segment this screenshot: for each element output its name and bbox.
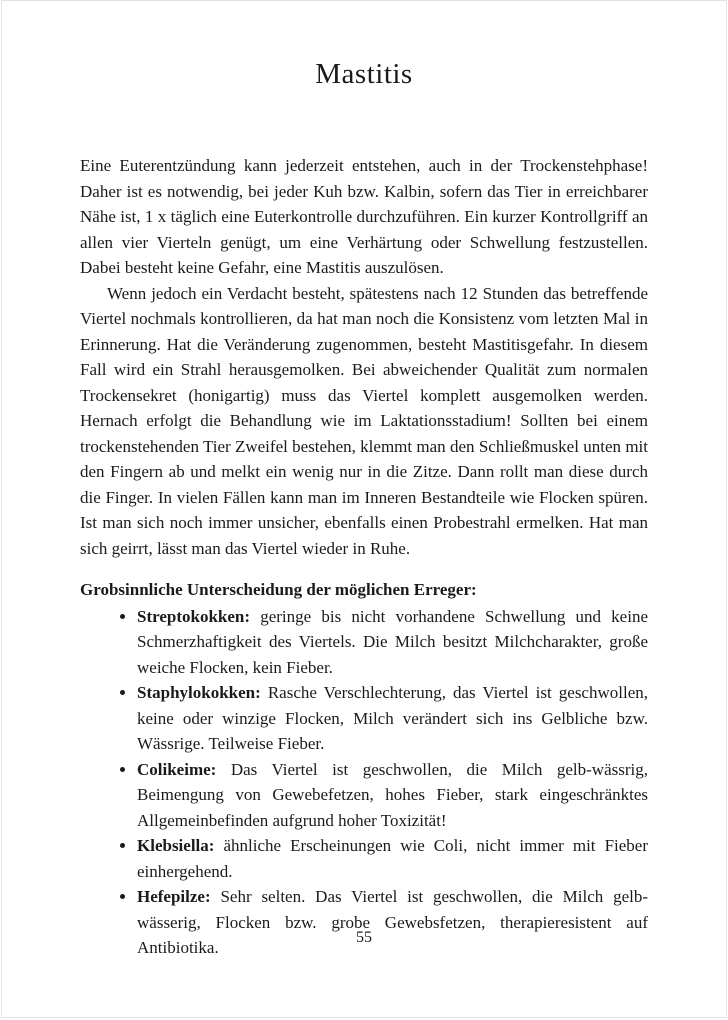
pathogen-list [80,604,648,961]
page-title: Mastitis [315,58,413,90]
page-number: 55 [356,929,372,946]
pathogen-term: Hefepilze: [137,887,211,906]
intro-paragraph: Eine Euterentzündung kann jederzeit entstehen, auch in der Trockenstehphase! Daher ist es notwendig, bei jeder Kuh bzw. Kalbin, sofern das Tier in erreichbarer Nähe ist, 1 x täglich eine Euterkontrolle durchzuführen. Ein kurzer Kontrollgriff an allen vier Vierteln genügt, um eine Verhärtung oder Schwellung festzustellen. Dabei besteht keine Gefahr, eine Mastitis auszulösen. [80,156,648,277]
book-page [1,0,727,1018]
list-item-colikeime [137,757,648,834]
pathogen-term: Staphylokokken: [137,683,261,702]
list-item-hefepilze [137,884,648,961]
list-item-staphylokokken [137,680,648,757]
pathogen-description: ähnliche Erscheinungen wie Coli, nicht immer mit Fieber einhergehend. [137,836,648,881]
pathogen-description: Sehr selten. Das Viertel ist geschwollen, die Milch gelb-wässerig, Flocken bzw. grobe Gewebsfetzen, therapieresistent auf Antibiotika. [137,887,648,957]
pathogen-description: Das Viertel ist geschwollen, die Milch gelb-wässrig, Beimengung von Gewebefetzen, hohes Fieber, stark eingeschränktes Allgemeinbefinden aufgrund hoher Toxizität! [137,759,648,830]
page-content [80,153,648,961]
pathogen-description: geringe bis nicht vorhandene Schwellung und keine Schmerzhaftigkeit des Viertels. Die Milch besitzt Milchcharakter, große weiche Flocken, kein Fieber. [137,606,648,677]
second-paragraph: Wenn jedoch ein Verdacht besteht, spätestens nach 12 Stunden das betreffende Viertel nochmals kontrollieren, da hat man noch die Konsistenz vom letzten Mal in Erinnerung. Hat die Veränderung zugenommen, besteht Mastitisgefahr. In diesem Fall wird ein Strahl herausgemolken. Bei abweichender Qualität zum normalen Trockensekret (honigartig) muss das Viertel komplett ausgemolken werden. Hernach erfolgt die Behandlung wie im Laktationsstadium! Sollten bei einem trockenstehenden Tier Zweifel bestehen, klemmt man den Schließmuskel unten mit den Fingern ab und melkt ein wenig nur in die Zitze. Dann rollt man diese durch die Finger. In vielen Fällen kann man im Inneren Bestandteile wie Flocken spüren. Ist man sich noch immer unsicher, ebenfalls einen Probestrahl ermelken. Hat man sich geirrt, lässt man das Viertel wieder in Ruhe. [80,283,648,558]
list-item-klebsiella [137,833,648,884]
pathogen-term: Colikeime: [137,759,217,779]
pathogen-term: Klebsiella: [137,836,215,855]
list-item-streptokokken [137,604,648,681]
pathogen-description: Rasche Verschlechterung, das Viertel ist geschwollen, keine oder winzige Flocken, Milch verändert sich ins Gelbliche bzw. Wässrige. Teilweise Fieber. [137,683,648,753]
pathogen-term: Streptokokken: [137,606,251,626]
section-heading: Grobsinnliche Unterscheidung der möglichen Erreger: [80,580,477,599]
